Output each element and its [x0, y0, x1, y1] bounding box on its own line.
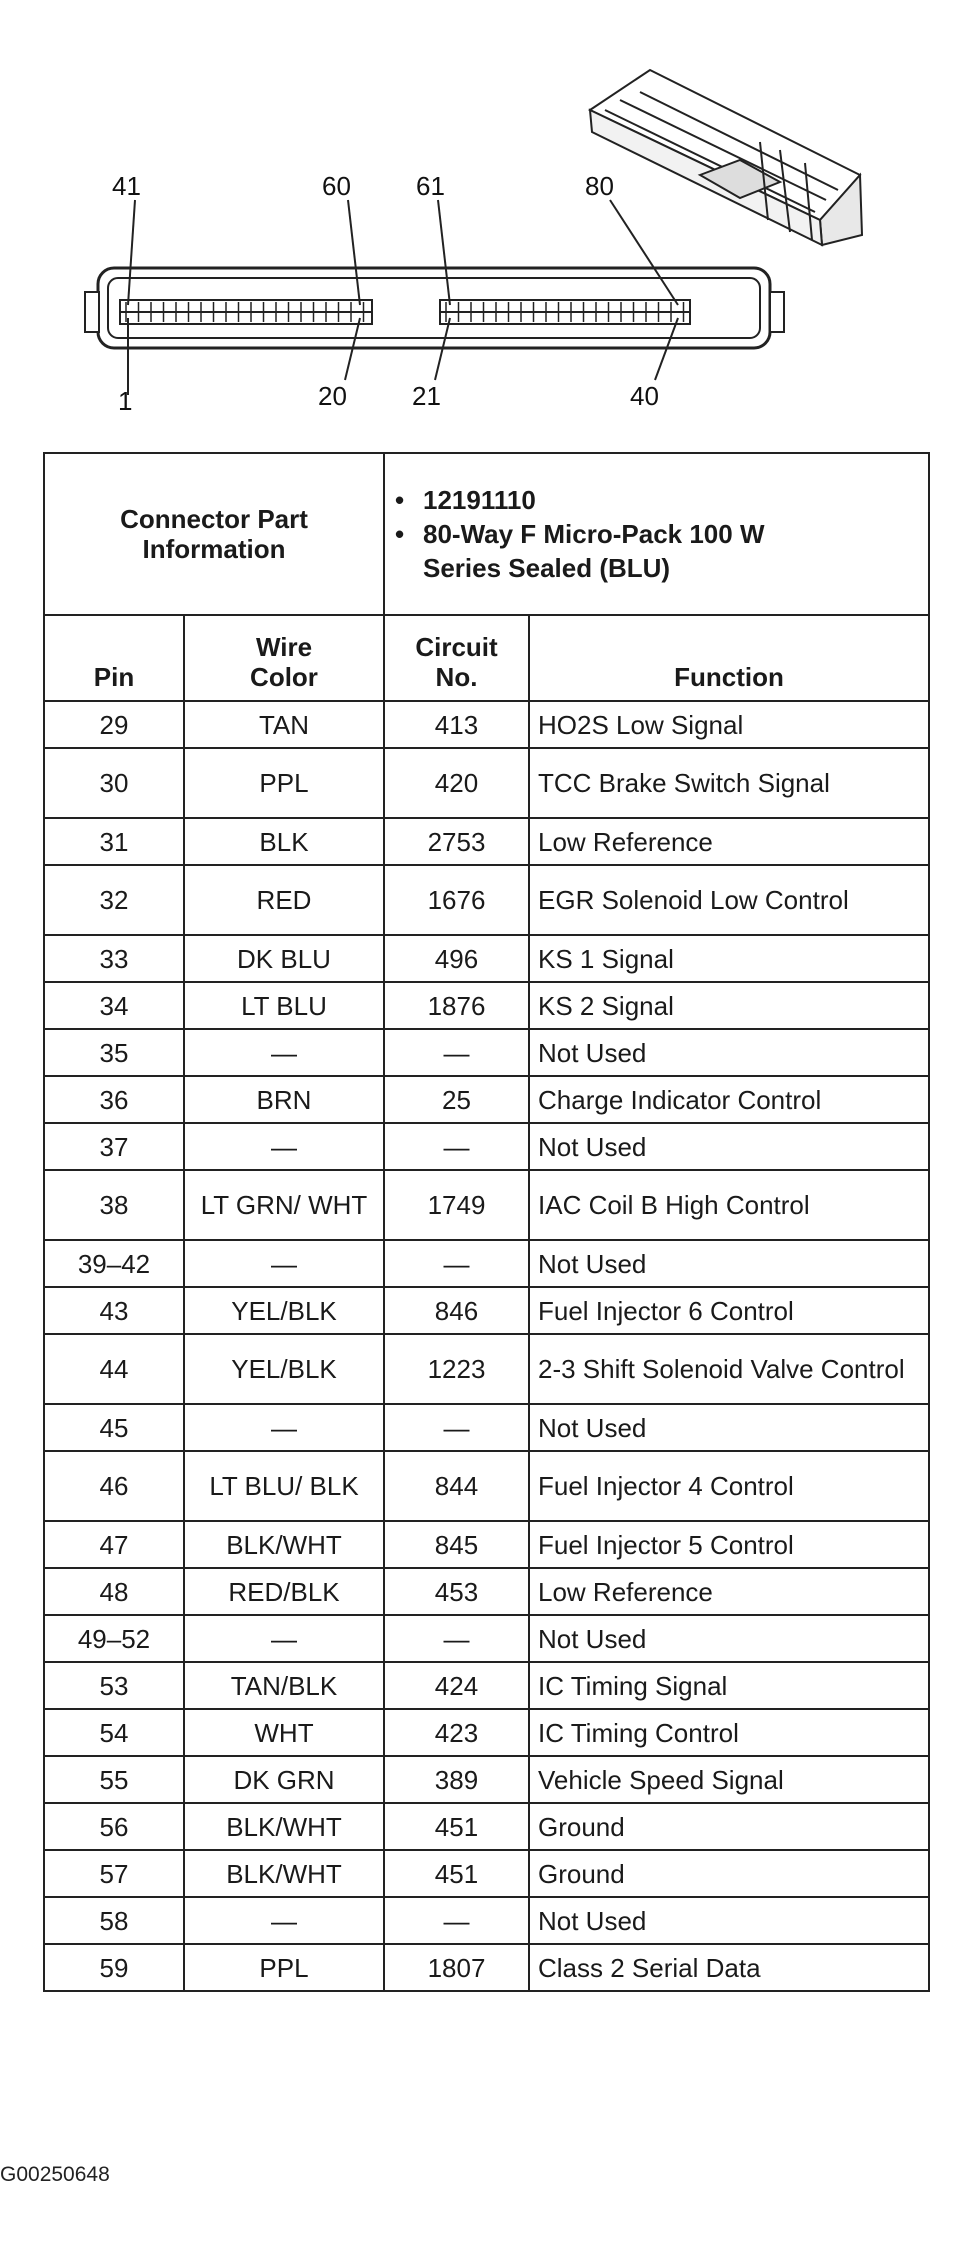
- circuit-cell: 1807: [384, 1944, 529, 1991]
- pin-cell: 35: [44, 1029, 184, 1076]
- table-row: [44, 1709, 929, 1756]
- circuit-cell: 845: [384, 1521, 529, 1568]
- table-row: [44, 1850, 929, 1897]
- circuit-cell: —: [384, 1615, 529, 1662]
- column-header-row: [44, 615, 929, 701]
- table-row: [44, 1897, 929, 1944]
- table-row: [44, 1803, 929, 1850]
- column-header-wire-color: Wire Color: [184, 615, 384, 701]
- circuit-cell: —: [384, 1123, 529, 1170]
- circuit-cell: 453: [384, 1568, 529, 1615]
- function-cell: Ground: [529, 1803, 929, 1850]
- table-row: [44, 1029, 929, 1076]
- pin-cell: 33: [44, 935, 184, 982]
- wire-color-cell: WHT: [184, 1709, 384, 1756]
- wire-color-cell: —: [184, 1404, 384, 1451]
- circuit-cell: 1676: [384, 865, 529, 935]
- function-cell: KS 2 Signal: [529, 982, 929, 1029]
- table-row: [44, 935, 929, 982]
- connector-info-row: [44, 453, 929, 615]
- wire-color-cell: PPL: [184, 748, 384, 818]
- function-cell: Not Used: [529, 1897, 929, 1944]
- wire-color-cell: PPL: [184, 1944, 384, 1991]
- pin-cell: 39–42: [44, 1240, 184, 1287]
- wire-color-cell: RED: [184, 865, 384, 935]
- connector-part-label-line2: Information: [142, 534, 286, 564]
- connector-pinout-table-wrapper: [43, 452, 928, 1992]
- pin-cell: 45: [44, 1404, 184, 1451]
- pin-cell: 29: [44, 701, 184, 748]
- wire-color-cell: LT BLU/ BLK: [184, 1451, 384, 1521]
- table-row: [44, 1334, 929, 1404]
- table-row: [44, 1662, 929, 1709]
- wire-color-cell: DK BLU: [184, 935, 384, 982]
- connector-part-info-values: [384, 453, 929, 615]
- pin-cell: 37: [44, 1123, 184, 1170]
- function-cell: HO2S Low Signal: [529, 701, 929, 748]
- circuit-cell: 1223: [384, 1334, 529, 1404]
- wire-color-cell: YEL/BLK: [184, 1334, 384, 1404]
- pin-label-21: 21: [412, 381, 441, 411]
- bullet-icon: •: [395, 519, 405, 549]
- pin-cell: 49–52: [44, 1615, 184, 1662]
- circuit-cell: —: [384, 1404, 529, 1451]
- wire-color-cell: DK GRN: [184, 1756, 384, 1803]
- circuit-cell: 451: [384, 1850, 529, 1897]
- table-row: [44, 701, 929, 748]
- pin-cell: 36: [44, 1076, 184, 1123]
- circuit-cell: 423: [384, 1709, 529, 1756]
- pin-cell: 32: [44, 865, 184, 935]
- table-row: [44, 818, 929, 865]
- function-cell: Fuel Injector 4 Control: [529, 1451, 929, 1521]
- table-row: [44, 865, 929, 935]
- wire-color-cell: BLK/WHT: [184, 1521, 384, 1568]
- pin-cell: 31: [44, 818, 184, 865]
- pin-label-20: 20: [318, 381, 347, 411]
- part-number: 12191110: [423, 485, 536, 515]
- table-row: [44, 1568, 929, 1615]
- pin-cell: 46: [44, 1451, 184, 1521]
- circuit-cell: 413: [384, 701, 529, 748]
- pin-cell: 57: [44, 1850, 184, 1897]
- pin-cell: 53: [44, 1662, 184, 1709]
- function-cell: Low Reference: [529, 1568, 929, 1615]
- column-header-function: Function: [529, 615, 929, 701]
- circuit-cell: 25: [384, 1076, 529, 1123]
- connector-description-line1: 80-Way F Micro-Pack 100 W: [423, 519, 765, 549]
- table-row: [44, 1615, 929, 1662]
- wire-color-cell: YEL/BLK: [184, 1287, 384, 1334]
- function-cell: IAC Coil B High Control: [529, 1170, 929, 1240]
- connector-perspective-drawing: [590, 70, 862, 245]
- pin-label-40: 40: [630, 381, 659, 411]
- pin-label-61: 61: [416, 171, 445, 201]
- circuit-cell: —: [384, 1240, 529, 1287]
- function-cell: Charge Indicator Control: [529, 1076, 929, 1123]
- table-row: [44, 1404, 929, 1451]
- wire-color-cell: —: [184, 1240, 384, 1287]
- circuit-cell: 389: [384, 1756, 529, 1803]
- bullet-icon: •: [395, 485, 405, 515]
- pin-label-60: 60: [322, 171, 351, 201]
- pin-cell: 59: [44, 1944, 184, 1991]
- table-row: [44, 748, 929, 818]
- connector-part-label-line1: Connector Part: [120, 504, 308, 534]
- pin-cell: 56: [44, 1803, 184, 1850]
- table-row: [44, 1170, 929, 1240]
- pin-cell: 47: [44, 1521, 184, 1568]
- function-cell: Not Used: [529, 1615, 929, 1662]
- pin-cell: 54: [44, 1709, 184, 1756]
- wire-color-cell: LT BLU: [184, 982, 384, 1029]
- wire-color-cell: —: [184, 1123, 384, 1170]
- circuit-cell: 496: [384, 935, 529, 982]
- wire-color-cell: TAN: [184, 701, 384, 748]
- function-cell: EGR Solenoid Low Control: [529, 865, 929, 935]
- function-cell: Ground: [529, 1850, 929, 1897]
- function-cell: TCC Brake Switch Signal: [529, 748, 929, 818]
- wire-color-cell: BRN: [184, 1076, 384, 1123]
- pin-label-80: 80: [585, 171, 614, 201]
- wire-color-cell: BLK/WHT: [184, 1850, 384, 1897]
- circuit-cell: —: [384, 1897, 529, 1944]
- function-cell: IC Timing Signal: [529, 1662, 929, 1709]
- pin-label-41: 41: [112, 171, 141, 201]
- wire-color-cell: —: [184, 1029, 384, 1076]
- function-cell: KS 1 Signal: [529, 935, 929, 982]
- pin-cell: 58: [44, 1897, 184, 1944]
- table-row: [44, 1123, 929, 1170]
- function-cell: Vehicle Speed Signal: [529, 1756, 929, 1803]
- circuit-cell: 424: [384, 1662, 529, 1709]
- pin-cell: 34: [44, 982, 184, 1029]
- table-row: [44, 1240, 929, 1287]
- function-cell: Not Used: [529, 1404, 929, 1451]
- table-row: [44, 982, 929, 1029]
- function-cell: IC Timing Control: [529, 1709, 929, 1756]
- connector-diagram: [0, 0, 974, 430]
- pinout-rows: [44, 701, 929, 1991]
- column-header-circuit-no: Circuit No.: [384, 615, 529, 701]
- pin-cell: 44: [44, 1334, 184, 1404]
- connector-face-drawing: [85, 268, 784, 348]
- connector-part-info-label: [44, 453, 384, 615]
- wire-color-cell: TAN/BLK: [184, 1662, 384, 1709]
- circuit-cell: 420: [384, 748, 529, 818]
- figure-id: G00250648: [0, 2163, 110, 2186]
- circuit-cell: 844: [384, 1451, 529, 1521]
- function-cell: 2-3 Shift Solenoid Valve Control: [529, 1334, 929, 1404]
- table-row: [44, 1076, 929, 1123]
- circuit-cell: 2753: [384, 818, 529, 865]
- function-cell: Not Used: [529, 1240, 929, 1287]
- table-row: [44, 1287, 929, 1334]
- wire-color-cell: BLK: [184, 818, 384, 865]
- pin-label-1: 1: [118, 386, 133, 416]
- pin-cell: 30: [44, 748, 184, 818]
- function-cell: Class 2 Serial Data: [529, 1944, 929, 1991]
- wire-color-cell: LT GRN/ WHT: [184, 1170, 384, 1240]
- wire-color-cell: —: [184, 1897, 384, 1944]
- connector-pinout-table: [43, 452, 930, 1992]
- function-cell: Not Used: [529, 1029, 929, 1076]
- wire-color-cell: —: [184, 1615, 384, 1662]
- circuit-cell: 451: [384, 1803, 529, 1850]
- function-cell: Low Reference: [529, 818, 929, 865]
- table-row: [44, 1521, 929, 1568]
- wire-color-cell: RED/BLK: [184, 1568, 384, 1615]
- pin-cell: 48: [44, 1568, 184, 1615]
- function-cell: Not Used: [529, 1123, 929, 1170]
- function-cell: Fuel Injector 5 Control: [529, 1521, 929, 1568]
- pin-cell: 38: [44, 1170, 184, 1240]
- table-row: [44, 1944, 929, 1991]
- table-row: [44, 1756, 929, 1803]
- pin-cell: 43: [44, 1287, 184, 1334]
- connector-description-line2: Series Sealed (BLU): [423, 553, 671, 583]
- column-header-pin: Pin: [44, 615, 184, 701]
- wire-color-cell: BLK/WHT: [184, 1803, 384, 1850]
- circuit-cell: —: [384, 1029, 529, 1076]
- table-row: [44, 1451, 929, 1521]
- circuit-cell: 846: [384, 1287, 529, 1334]
- circuit-cell: 1749: [384, 1170, 529, 1240]
- function-cell: Fuel Injector 6 Control: [529, 1287, 929, 1334]
- pin-cell: 55: [44, 1756, 184, 1803]
- circuit-cell: 1876: [384, 982, 529, 1029]
